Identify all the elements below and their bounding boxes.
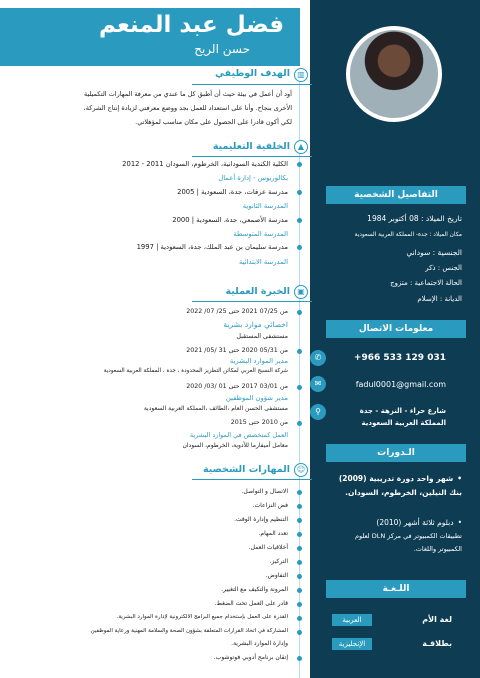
course-1-place: بنك النيلين، الخرطوم، السودان. xyxy=(345,488,462,497)
skill-item: فض النزاعات. xyxy=(252,502,288,509)
timeline-dot xyxy=(297,630,302,635)
people-icon: ☺ xyxy=(294,463,308,477)
skill-item: الاتصال و التواصل. xyxy=(241,488,288,495)
skill-item: القدرة على العمل بإستخدام جميع البرامج الالكترونية لإدارة الموارد البشرية. xyxy=(116,614,288,620)
objective-line-2: الأخرى بنجاح. وأنا على استعداد للعمل بجد ووضع معرفتي لزيادة إنتاج الشركة، xyxy=(83,104,292,112)
exp-3-org: مستشفى الحسن العام ،الطائف ،المملكة العربية السعودية xyxy=(143,405,288,412)
exp-1-role: اخصائي موارد بشرية xyxy=(223,320,288,329)
timeline-dot xyxy=(297,532,302,537)
timeline-dot xyxy=(297,190,302,195)
chart-icon: ▥ xyxy=(294,68,308,82)
exp-4-org: معامل أميفارما للأدوية، الخرطوم، السودان xyxy=(182,442,288,449)
email-address[interactable]: fadul0001@gmail.com xyxy=(355,380,446,389)
skill-item-continued: وإدارة الموارد البشرية. xyxy=(231,640,288,647)
skills-underline xyxy=(192,479,312,480)
edu-4-line: مدرسة سليمان بن عبد الملك، جدة، السعودية | 1997 xyxy=(136,243,288,251)
nationality: الجنسية : سوداني xyxy=(406,248,462,257)
timeline-dot xyxy=(297,504,302,509)
skill-item: التنظيم وإدارة الوقت. xyxy=(234,516,288,523)
address-line-1: شارع حراء - النزهة - جدة xyxy=(359,407,446,415)
graduation-cap-icon: ▲ xyxy=(294,140,308,154)
edu-4-level: المدرسة الابتدائية xyxy=(239,258,288,266)
profile-photo xyxy=(346,26,442,122)
edu-3-level: المدرسة المتوسطة xyxy=(233,230,288,238)
courses-heading: الـدورات xyxy=(326,444,466,462)
edu-1-line: الكلية الكندية السودانية، الخرطوم، السودان 2011 - 2012 xyxy=(122,160,288,168)
religion: الديانة : الإسلام xyxy=(417,295,462,303)
timeline-dot xyxy=(297,588,302,593)
exp-1-date: من 07/25 2021 حتى 25/ 07/ 2022 xyxy=(186,308,288,315)
edu-2-level: المدرسة الثانوية xyxy=(242,202,288,210)
education-underline xyxy=(192,156,312,157)
gender: الجنس : ذكر xyxy=(425,264,462,272)
education-heading: الخلفية التعليمية xyxy=(212,141,290,152)
objective-line-3: لكي أكون قادرا على الحصول على مكان مناسب لمؤهلاتي. xyxy=(135,118,292,126)
full-name: فضل عبد المنعم xyxy=(99,12,284,38)
phone-icon: ✆ xyxy=(310,350,326,366)
course-2-desc: تطبيقات الكمبيوتر في مركز DLN لعلوم xyxy=(354,532,462,540)
briefcase-icon: ▣ xyxy=(294,285,308,299)
timeline-dot xyxy=(297,616,302,621)
birthdate: تاريخ الميلاد : 08 أكتوبر 1984 xyxy=(367,214,462,223)
experience-heading: الخبرة العملية xyxy=(225,286,290,297)
exp-2-role: مدير الموارد البشرية xyxy=(229,357,288,365)
exp-4-role: العمل كمتخصص في الموارد البشرية xyxy=(189,431,288,439)
personal-details-heading: التفاصيل الشخصية xyxy=(326,186,466,204)
timeline-dot xyxy=(297,574,302,579)
marital-status: الحالة الاجتماعية : متزوج xyxy=(390,279,462,287)
skill-item: قادر على العمل تحت الضغط. xyxy=(214,600,288,607)
skill-item: إتقان برنامج أدوبي فوتوشوب. xyxy=(213,654,288,661)
timeline-dot xyxy=(297,602,302,607)
timeline-dot xyxy=(297,656,302,661)
name-subtitle: حسن الريح xyxy=(194,42,250,56)
birthplace: مكان الميلاد : جدة- المملكة العربية السعودية xyxy=(354,232,462,238)
course-2-title: • دبلوم ثلاثة أشهر (2010) xyxy=(376,518,462,528)
location-icon: ⚲ xyxy=(310,404,326,420)
timeline-dot xyxy=(297,546,302,551)
objective-underline xyxy=(192,84,312,85)
timeline-dot xyxy=(297,385,302,390)
timeline-dot xyxy=(297,310,302,315)
timeline-dot xyxy=(297,162,302,167)
address-line-2: المملكة العربية السعودية xyxy=(361,419,446,427)
timeline-dot xyxy=(297,421,302,426)
skill-item: المشاركة في اتخاذ القرارات المتعلقة بشؤون الصحة والسلامة المهنية ورعاية الموظفين xyxy=(90,628,288,634)
edu-1-degree: بكالوريوس - إدارة أعمال xyxy=(218,174,288,182)
exp-1-org: مستشفى المستقبل xyxy=(236,333,288,340)
timeline-dot xyxy=(297,218,302,223)
skill-item: تعدد المهام. xyxy=(258,530,288,537)
skills-heading: المهارات الشخصية xyxy=(203,464,290,475)
language-arabic-level: لغة الأم xyxy=(422,615,452,624)
language-english: الإنجليزية xyxy=(332,638,372,650)
timeline-dot xyxy=(297,245,302,250)
exp-3-role: مدير شؤون الموظفين xyxy=(225,394,288,402)
skill-item: أخلاقيات العمل. xyxy=(248,544,288,551)
language-arabic: العربية xyxy=(332,614,372,626)
language-english-level: بطلاقـة xyxy=(422,639,452,648)
exp-4-date: من 2010 حتى 2015 xyxy=(230,419,288,426)
timeline-dot xyxy=(297,560,302,565)
exp-2-org: شركة النسيج العربي لمكائن التطريز المحدودة ، جدة ، المملكة العربية السعودية xyxy=(103,368,288,374)
timeline-dot xyxy=(297,518,302,523)
exp-2-date: من 05/31 2020 حتى 31 /05/ 2021 xyxy=(186,347,288,354)
objective-line-1: أود أن أعمل في بيئة حيث أن أطبق كل ما عندي من معرفة المهارات التكميلية xyxy=(83,90,292,98)
email-icon: ✉ xyxy=(310,376,326,392)
edu-2-line: مدرسة عرفات، جدة، السعودية | 2005 xyxy=(177,188,288,196)
skill-item: التركيز. xyxy=(269,558,288,565)
timeline-dot xyxy=(297,490,302,495)
skill-item: المرونة والتكيف مع التغيير. xyxy=(221,586,288,593)
course-2-desc-2: الكمبيوتر واللغات. xyxy=(413,545,462,553)
contact-heading: معلومات الاتصال xyxy=(326,320,466,338)
edu-3-line: مدرسة الأصمعي، جدة، السعودية | 2000 xyxy=(172,216,288,224)
languages-heading: اللـغـة xyxy=(326,580,466,598)
objective-heading: الهدف الوظيفي xyxy=(215,68,290,79)
exp-3-date: من 03/01 2017 حتى 01 /03/ 2020 xyxy=(186,383,288,390)
timeline-dot xyxy=(297,349,302,354)
phone-number[interactable]: +966 533 129 031 xyxy=(353,353,446,363)
experience-underline xyxy=(192,301,312,302)
course-1-title: • شهر واحد دورة تدريبية (2009) xyxy=(339,474,462,484)
skill-item: التفاوض. xyxy=(265,572,288,579)
